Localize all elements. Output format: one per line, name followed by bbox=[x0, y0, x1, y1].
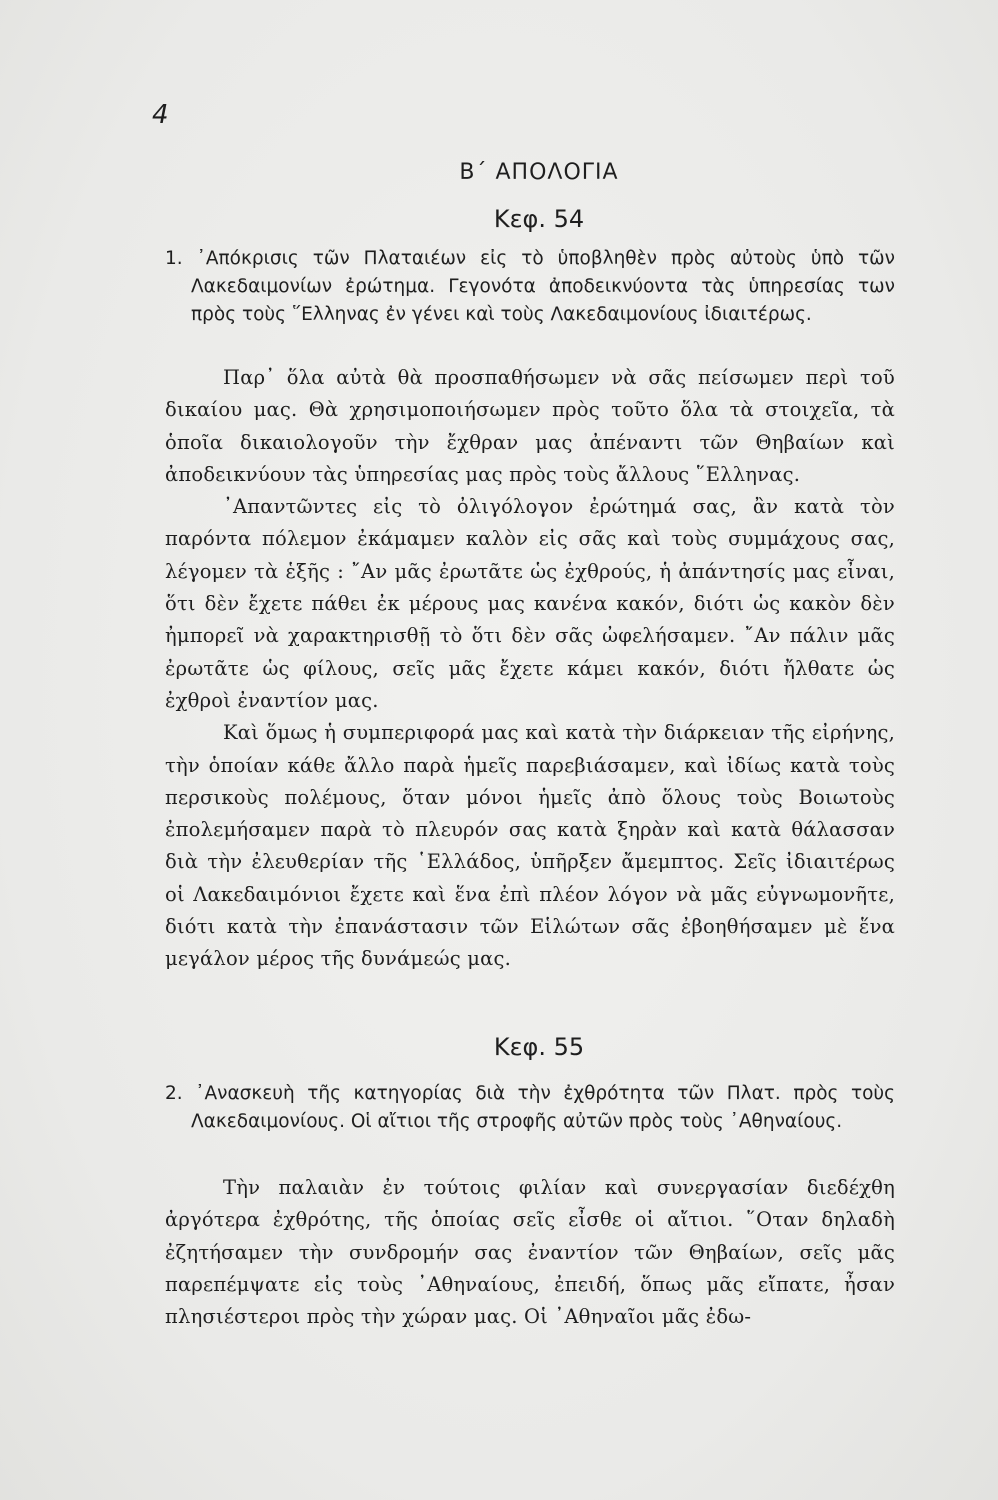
chapter-heading: Κεφ. 54 bbox=[493, 205, 585, 233]
page-number: 4 bbox=[152, 100, 169, 130]
chapter-summary: 2. ᾿Ανασκευὴ τῆς κατηγορίας διὰ τὴν ἐχθρότητα τῶν Πλατ. πρὸς τοὺς Λακεδαιμονίους. Οἱ αἴτιοι τῆς στροφῆς αὐτῶν πρὸς τοὺς ᾿Αθηναίους. bbox=[165, 1083, 895, 1132]
chapter-summary: 1. ᾿Απόκρισις τῶν Πλαταιέων εἰς τὸ ὑποβληθὲν πρὸς αὐτοὺς ὑπὸ τῶν Λακεδαιμονίων ἐρώτημα. Γεγονότα ἀποδεικνύοντα τὰς ὑπηρεσίας των πρὸς τοὺς ῞Ελληνας ἐν γένει καὶ τοὺς Λακεδαιμονίους ἰδιαιτέρως. bbox=[165, 248, 895, 325]
paragraph: Καὶ ὅμως ἡ συμπεριφορά μας καὶ κατὰ τὴν διάρκειαν τῆς εἰρήνης, τὴν ὁποίαν κάθε ἄλλο παρὰ ἡμεῖς παρεβιάσαμεν, καὶ ἰδίως κατὰ τοὺς περσικοὺς πολέμους, ὅταν μόνοι ἡμεῖς ἀπὸ ὅλους τοὺς Βοιωτοὺς ἐπολεμήσαμεν παρὰ τὸ πλευρόν σας κατὰ ξηρὰν καὶ κατὰ θάλασσαν διὰ τὴν ἐλευθερίαν τῆς ῾Ελλάδος, ὑπῆρξεν ἄμεμπτος. Σεῖς ἰδιαιτέρως οἱ Λακεδαιμόνιοι ἔχετε καὶ ἕνα ἐπὶ πλέον λόγον νὰ μᾶς εὐγνωμονῆτε, διότι κατὰ τὴν ἐπανάστασιν τῶν Εἱλώτων σᾶς ἐβοηθήσαμεν μὲ ἕνα μεγάλον μέρος τῆς δυνάμεώς μας. bbox=[165, 721, 895, 971]
chapter-body bbox=[165, 1172, 895, 1333]
paragraph: ᾿Απαντῶντες εἰς τὸ ὀλιγόλογον ἐρώτημά σας, ἂν κατὰ τὸν παρόντα πόλεμον ἐκάμαμεν καλὸν εἰς σᾶς καὶ τοὺς συμμάχους σας, λέγομεν τὰ ἑξῆς : ῎Αν μᾶς ἐρωτᾶτε ὡς ἐχθρούς, ἡ ἀπάντησίς μας εἶναι, ὅτι δὲν ἔχετε πάθει ἐκ μέρους μας κανένα κακόν, διότι ὡς κακὸν δὲν ἠμπορεῖ νὰ χαρακτηρισθῇ τὸ ὅτι δὲν σᾶς ὠφελήσαμεν. ῎Αν πάλιν μᾶς ἐρωτᾶτε ὡς φίλους, σεῖς μᾶς ἔχετε κάμει κακόν, διότι ἤλθατε ὡς ἐχθροὶ ἐναντίον μας. bbox=[165, 495, 895, 712]
paragraph: Παρ᾿ ὅλα αὐτὰ θὰ προσπαθήσωμεν νὰ σᾶς πείσωμεν περὶ τοῦ δικαίου μας. Θὰ χρησιμοποιήσωμεν πρὸς τοῦτο ὅλα τὰ στοιχεῖα, τὰ ὁποῖα δικαιολογοῦν τὴν ἔχθραν μας ἀπέναντι τῶν Θηβαίων καὶ ἀποδεικνύουν τὰς ὑπηρεσίας μας πρὸς τοὺς ἄλλους ῞Ελληνας. bbox=[165, 366, 895, 486]
part-title: Β΄ ΑΠΟΛΟΓΙΑ bbox=[459, 160, 619, 185]
chapter-body bbox=[165, 362, 895, 976]
chapter-heading: Κεφ. 55 bbox=[493, 1033, 585, 1061]
paragraph: Τὴν παλαιὰν ἐν τούτοις φιλίαν καὶ συνεργασίαν διεδέχθη ἀργότερα ἐχθρότης, τῆς ὁποίας σεῖς εἶσθε οἱ αἴτιοι. ῞Οταν δηλαδὴ ἐζητήσαμεν τὴν συνδρομήν σας ἐναντίον τῶν Θηβαίων, σεῖς μᾶς παρεπέμψατε εἰς τοὺς ᾿Αθηναίους, ἐπειδή, ὅπως μᾶς εἴπατε, ἦσαν πλησιέστεροι πρὸς τὴν χώραν μας. Οἱ ᾿Αθηναῖοι μᾶς ἐδω- bbox=[165, 1176, 895, 1329]
